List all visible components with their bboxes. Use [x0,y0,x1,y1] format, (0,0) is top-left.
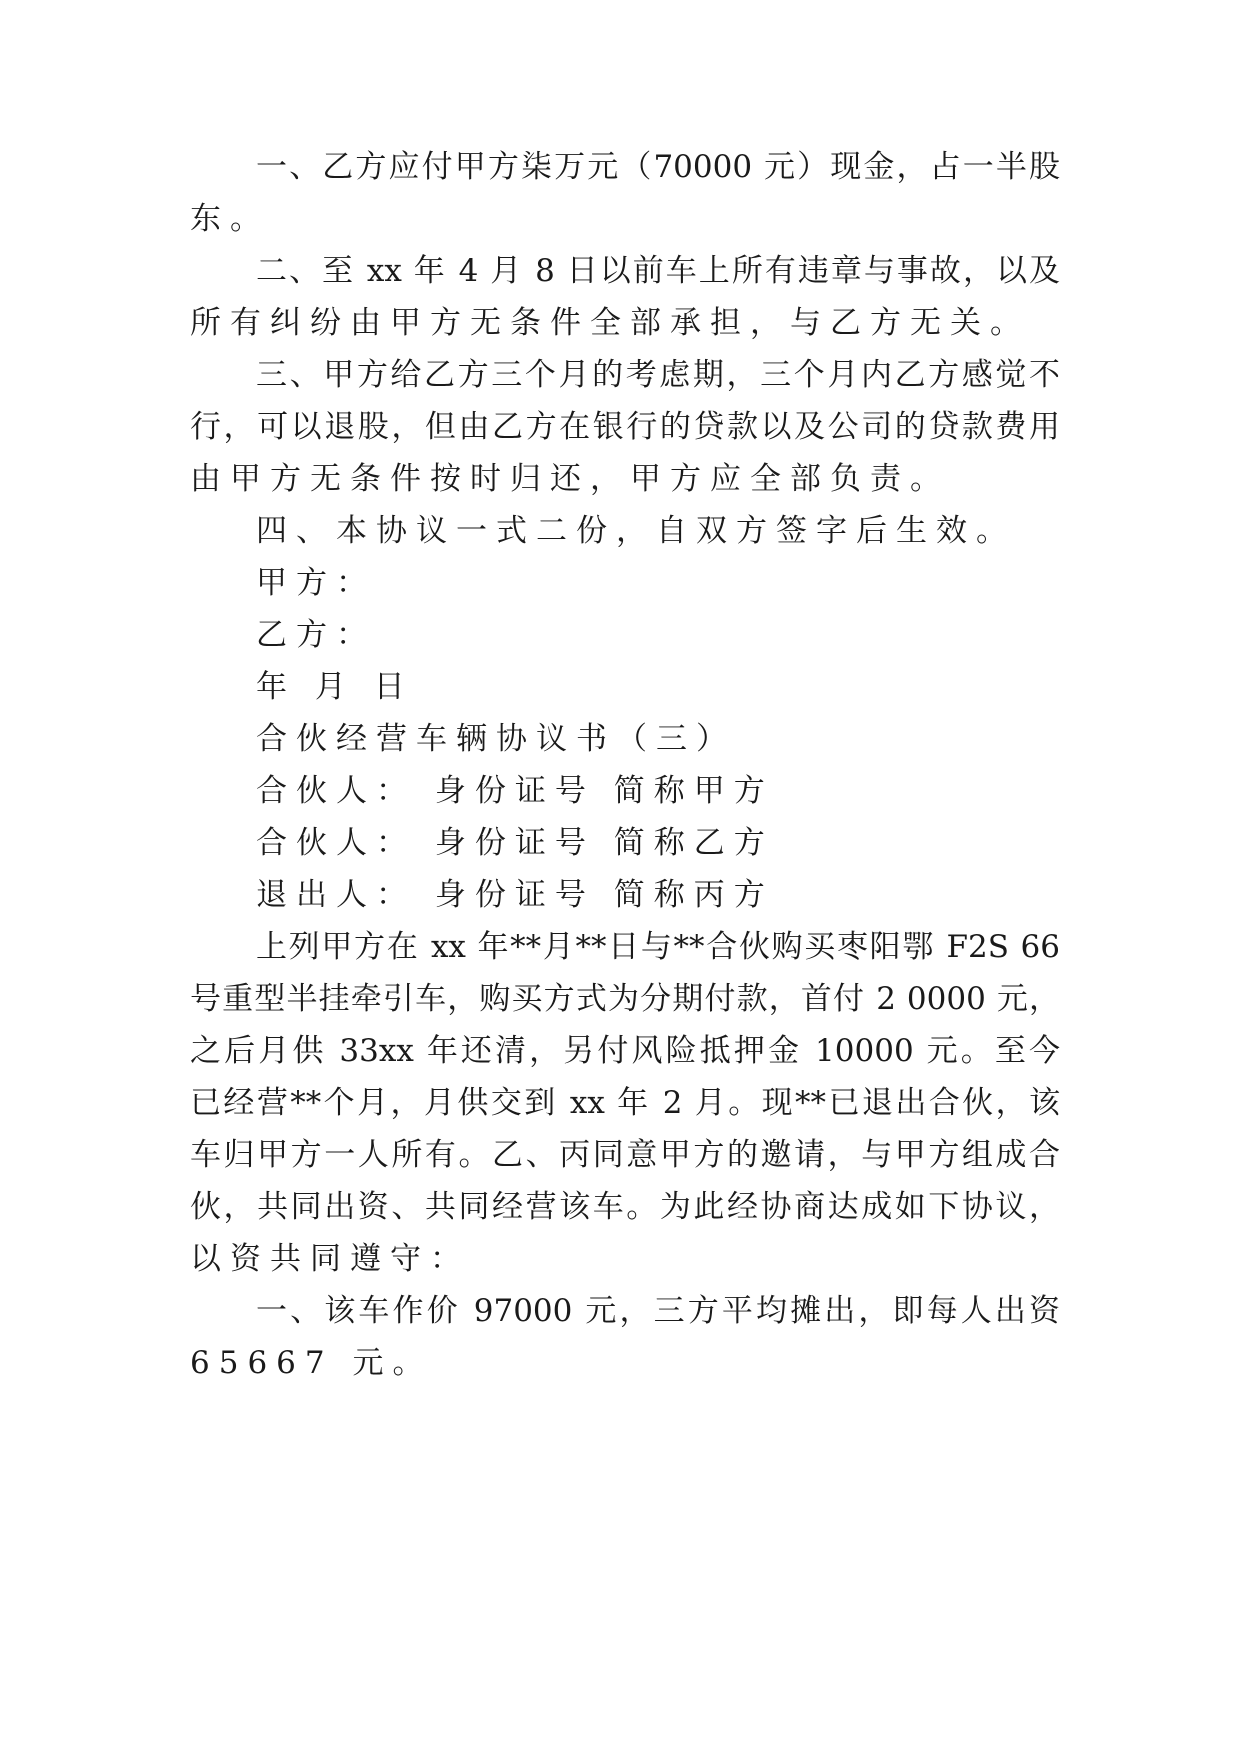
text-line: 伙，共同出资、共同经营该车。为此经协商达成如下协议， [190,1189,1060,1225]
section-title: 合伙经营车辆协议书（三） [256,721,736,757]
text-line: 之后月供 33xx 年还清，另付风险抵押金 10000 元。至今 [190,1033,1060,1069]
signature-line-party-a: 甲方： [256,565,376,601]
text-line: 四、本协议一式二份，自双方签字后生效。 [256,513,1016,549]
text-line: 行，可以退股，但由乙方在银行的贷款以及公司的贷款费用 [190,409,1060,445]
text-line: 号重型半挂牵引车，购买方式为分期付款，首付 2 0000 元， [190,981,1060,1017]
text-line: 上列甲方在 xx 年**月**日与**合伙购买枣阳鄂 F2S 66 [256,929,1060,965]
text-line: 车归甲方一人所有。乙、丙同意甲方的邀请，与甲方组成合 [190,1137,1060,1173]
text-line: 一、该车作价 97000 元，三方平均摊出，即每人出资 [256,1293,1060,1329]
text-line: 二、至 xx 年 4 月 8 日以前车上所有违章与事故，以及 [256,253,1060,289]
text-line: 已经营**个月，月供交到 xx 年 2 月。现**已退出合伙，该 [190,1085,1060,1121]
text-line: 东。 [190,201,270,237]
exit-partner-line: 退出人： 身份证号 简称丙方 [256,877,774,913]
text-line: 以资共同遵守： [190,1241,470,1277]
text-line: 一、乙方应付甲方柒万元（70000 元）现金，占一半股 [256,149,1060,185]
signature-line-party-b: 乙方： [256,617,376,653]
partner-line: 合伙人： 身份证号 简称甲方 [256,773,774,809]
text-line: 由甲方无条件按时归还，甲方应全部负责。 [190,461,950,497]
text-line: 三、甲方给乙方三个月的考虑期，三个月内乙方感觉不 [256,357,1060,393]
text-line: 所有纠纷由甲方无条件全部承担，与乙方无关。 [190,305,1030,341]
date-line: 年 月 日 [256,669,414,705]
text-line: 65667 元。 [190,1345,433,1381]
partner-line: 合伙人： 身份证号 简称乙方 [256,825,774,861]
